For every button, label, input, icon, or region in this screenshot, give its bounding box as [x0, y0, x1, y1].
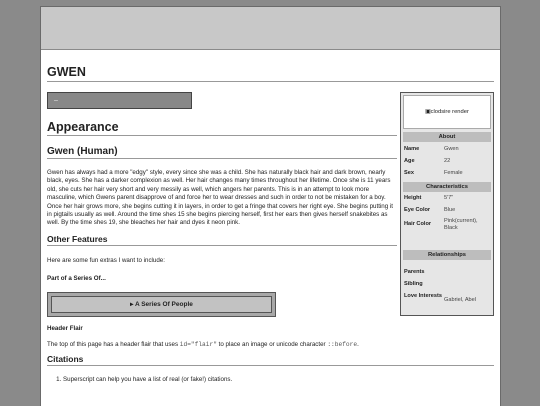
hair-color-key: Hair Color	[404, 221, 432, 227]
height-value: 5'7"	[444, 195, 454, 201]
sex-key: Sex	[404, 170, 414, 176]
sibling-key: Sibling	[404, 281, 423, 287]
character-infobox	[400, 92, 494, 316]
relationships-header: Relationships	[403, 250, 491, 260]
eye-color-value: Blue	[444, 207, 456, 213]
about-header: About	[403, 132, 491, 142]
sex-value: Female	[444, 170, 463, 176]
header-flair-title: Header Flair	[47, 325, 83, 332]
page-container	[40, 6, 501, 406]
header-flair-text-2: to place an image or unicode character	[216, 341, 328, 348]
character-image	[403, 95, 491, 129]
other-features-heading: Other Features	[47, 234, 397, 246]
header-flair-text-1: The top of this page has a header flair that uses	[47, 341, 180, 348]
height-key: Height	[404, 195, 422, 201]
characteristics-header: Characteristics	[403, 182, 491, 192]
name-key: Name	[404, 146, 420, 152]
page-title: GWEN	[47, 65, 494, 82]
citations-list	[47, 376, 232, 384]
gwen-human-heading: Gwen (Human)	[47, 146, 397, 159]
flair-glyph: –	[54, 97, 58, 104]
flair-code-id: id="flair"	[179, 341, 217, 348]
series-label: Part of a Series Of...	[47, 275, 106, 282]
broken-image-icon: ▣	[425, 109, 431, 115]
age-value: 22	[444, 158, 451, 164]
character-image-alt: clodsire render	[430, 109, 469, 115]
series-box	[47, 292, 276, 317]
love-interests-value: Gabriel, Abel	[444, 297, 477, 303]
header-flair-text	[47, 341, 397, 349]
eye-color-key: Eye Color	[404, 207, 431, 213]
appearance-heading: Appearance	[47, 120, 397, 136]
flair-code-before: ::before	[327, 341, 358, 348]
header-banner	[41, 7, 500, 50]
extras-intro: Here are some fun extras I want to include:	[47, 257, 165, 264]
age-key: Age	[404, 158, 415, 164]
header-flair	[47, 92, 192, 109]
appearance-description: Gwen has always had a more "edgy" style, every since she was a child. She has naturally black hair and dark brown, nearly black, eyes. She has a darker complexion as well. Her hair changes many times throughout her lifetime. Once she is 11 years old, she cuts her hair very short and very messily as well, which angers her parents. This is in an attempt to look more masculine, which Gwens parent disapprove of and force her to wear dresses and such in order to not be mistaken for a boy. Once her hair grows more, she begins cutting it in layers, in order to get a fringe that covers her right eye. She begins putting it in pigtails usually as well. Around the time shes 15 she begins piercing herself, first her ears then gives herself snakebites as well. By the time shes 19, she bleaches her hair and dyes it neon pink.	[47, 169, 393, 227]
citations-heading: Citations	[47, 354, 494, 366]
citation-item: 1. Superscript can help you have a list of real (or fake!) citations.	[63, 376, 232, 384]
parents-key: Parents	[404, 269, 425, 275]
name-value: Gwen	[444, 146, 459, 152]
love-interests-key: Love Interests	[404, 293, 442, 299]
header-flair-text-3: .	[357, 341, 359, 348]
series-toggle-button[interactable]: ▸ A Series Of People	[51, 296, 272, 313]
hair-color-value: Pink(current), Black	[444, 218, 478, 231]
